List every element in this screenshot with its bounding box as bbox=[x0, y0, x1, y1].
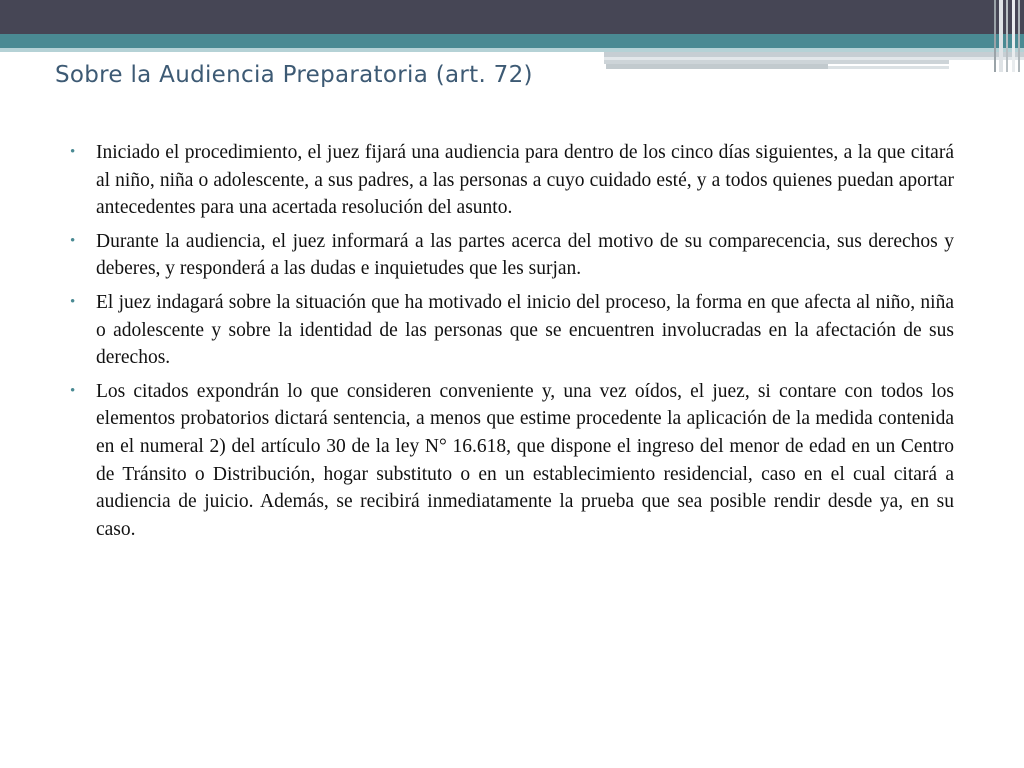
header-accent-stripe bbox=[606, 64, 828, 69]
header-vertical-stripe bbox=[994, 0, 996, 72]
bullet-text: Los citados expondrán lo que consideren conveniente y, una vez oídos, el juez, si contare con todos los elementos probatorios dictará sentencia, a menos que estime procedente la aplicación de la medida contenida en el numeral 2) del artículo 30 de la ley N° 16.618, que dispone el ingreso del menor de edad en un Centro de Tránsito o Distribución, hogar substituto o en un establecimiento residencial, caso en el cual citará a audiencia de juicio. Además, se recibirá inmediatamente la prueba que sea posible rendir desde ya, en su caso. bbox=[96, 380, 954, 540]
bullet-item bbox=[70, 228, 954, 283]
bullet-item bbox=[70, 289, 954, 372]
bullet-item bbox=[70, 139, 954, 222]
header-vertical-stripe bbox=[1018, 0, 1020, 72]
header-vertical-stripe bbox=[999, 0, 1003, 72]
bullet-text: Iniciado el procedimiento, el juez fijará una audiencia para dentro de los cinco días siguientes, a la que citará al niño, niña o adolescente, a sus padres, a las personas a cuyo cuidado esté, y a todos quienes puedan aportar antecedentes para una acertada resolución del asunto. bbox=[96, 142, 954, 219]
bullet-item bbox=[70, 378, 954, 544]
bullet-dot-icon: • bbox=[70, 382, 76, 399]
header-vertical-stripe bbox=[1012, 0, 1015, 72]
header-dark-band bbox=[0, 0, 1024, 34]
header-accent-stripe bbox=[828, 66, 949, 69]
bullet-dot-icon: • bbox=[70, 144, 76, 160]
header-teal-band bbox=[0, 34, 1024, 48]
bullet-list bbox=[70, 139, 954, 549]
slide-title: Sobre la Audiencia Preparatoria (art. 72) bbox=[55, 62, 533, 88]
header-vertical-stripe bbox=[1006, 0, 1008, 72]
bullet-text: El juez indagará sobre la situación que ha motivado el inicio del proceso, la forma en que afecta al niño, niña o adolescente y sobre la identidad de las personas que se encuentren involucradas en la afectación de sus derechos. bbox=[96, 291, 954, 369]
bullet-dot-icon: • bbox=[70, 293, 76, 310]
bullet-dot-icon: • bbox=[70, 232, 76, 249]
bullet-text: Durante la audiencia, el juez informará a las partes acerca del motivo de su comparecencia, sus derechos y deberes, y responderá a las dudas e inquietudes que les surjan. bbox=[96, 230, 954, 280]
